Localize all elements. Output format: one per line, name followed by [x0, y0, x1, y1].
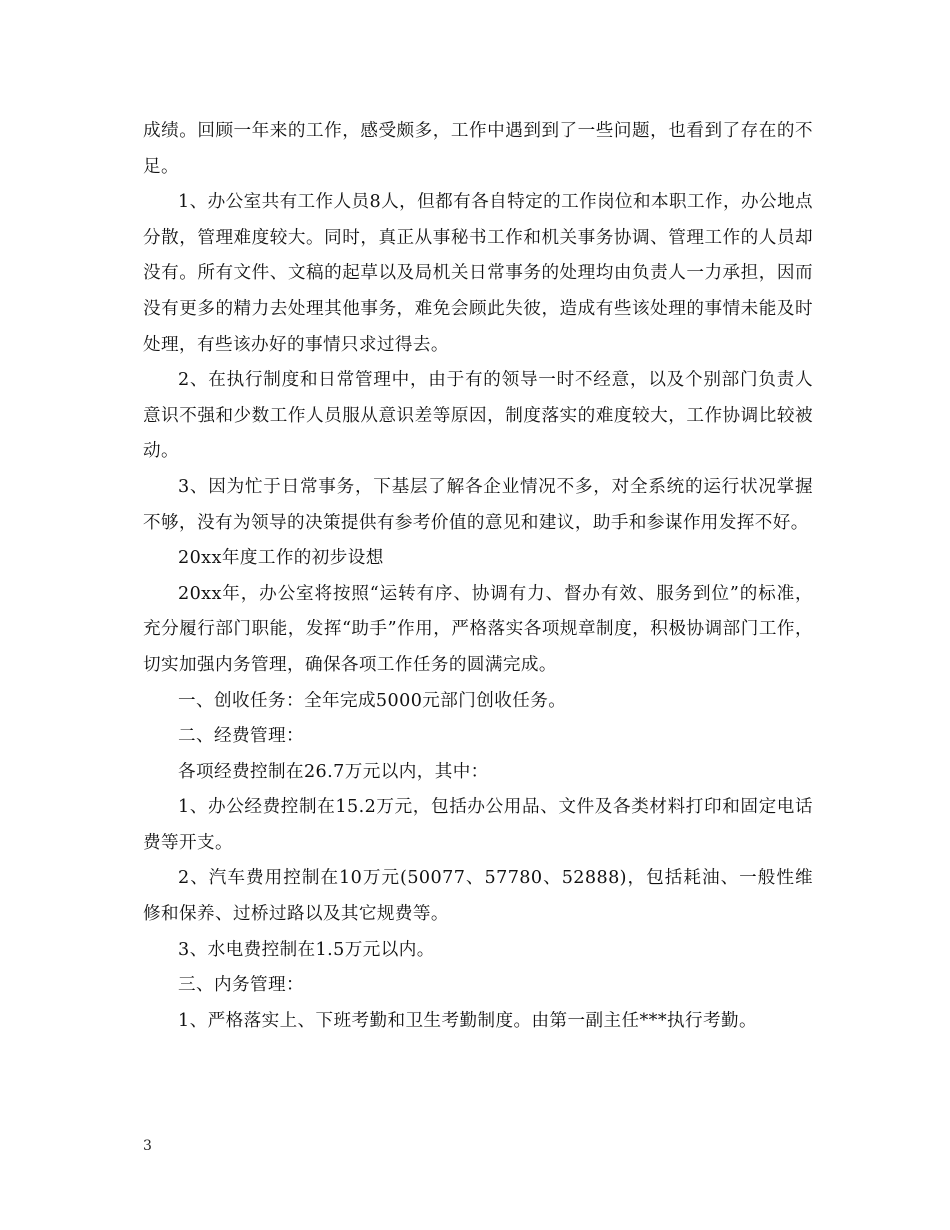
list-item: 一、创收任务：全年完成5000元部门创收任务。 [178, 690, 567, 711]
paragraph: 2、在执行制度和日常管理中，由于有的领导一时不经意，以及个别部门负责人意识不强和少数工作人员服从意识差等原因，制度落实的难度较大，工作协调比较被动。 [143, 370, 813, 462]
list-item: 1、办公经费控制在15.2万元，包括办公用品、文件及各类材料打印和固定电话费等开支。 [143, 797, 813, 853]
list-item: 3、水电费控制在1.5万元以内。 [178, 939, 435, 960]
body-text [143, 114, 813, 1039]
list-item: 三、内务管理： [178, 975, 304, 996]
list-item: 1、严格落实上、下班考勤和卫生考勤制度。由第一副主任***执行考勤。 [178, 1010, 757, 1031]
list-item: 2、汽车费用控制在10万元(50077、57780、52888)，包括耗油、一般性维修和保养、过桥过路以及其它规费等。 [143, 868, 813, 925]
paragraph: 各项经费控制在26.7万元以内，其中： [178, 761, 489, 782]
section-heading: 20xx年度工作的初步设想 [178, 548, 384, 569]
paragraph: 成绩。回顾一年来的工作，感受颇多，工作中遇到到了一些问题，也看到了存在的不足。 [143, 121, 813, 177]
paragraph: 3、因为忙于日常事务，下基层了解各企业情况不多，对全系统的运行状况掌握不够，没有为领导的决策提供有参考价值的意见和建议，助手和参谋作用发挥不好。 [143, 476, 813, 533]
list-item: 二、经费管理： [178, 726, 304, 747]
paragraph: 20xx年，办公室将按照“运转有序、协调有力、督办有效、服务到位”的标准，充分履行部门职能，发挥“助手”作用，严格落实各项规章制度，积极协调部门工作，切实加强内务管理，确保各项工作任务的圆满完成。 [143, 583, 813, 675]
paragraph: 1、办公室共有工作人员8人，但都有各自特定的工作岗位和本职工作，办公地点分散，管理难度较大。同时，真正从事秘书工作和机关事务协调、管理工作的人员却没有。所有文件、文稿的起草以及局机关日常事务的处理均由负责人一力承担，因而没有更多的精力去处理其他事务，难免会顾此失彼，造成有些该处理的事情未能及时处理，有些该办好的事情只求过得去。 [143, 192, 813, 355]
page-number: 3 [143, 1138, 152, 1154]
